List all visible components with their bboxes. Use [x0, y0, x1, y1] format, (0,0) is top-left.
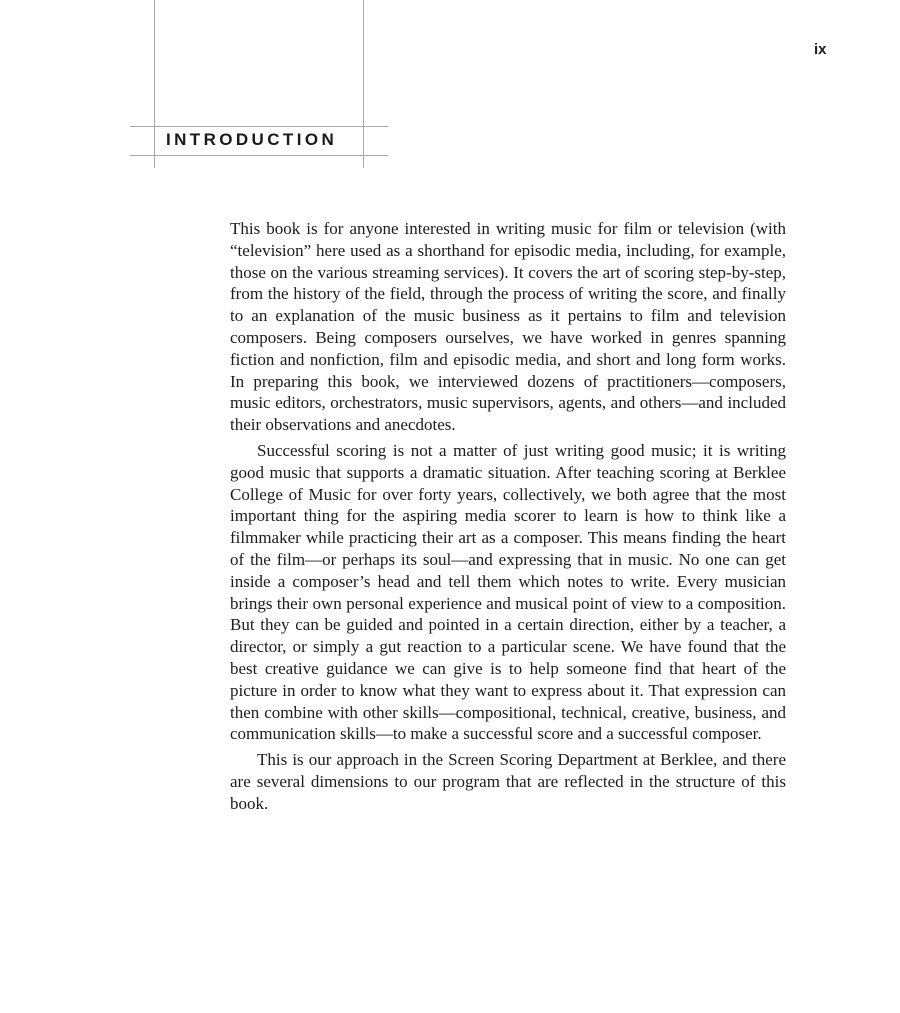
paragraph-3: This is our approach in the Screen Scoring Department at Berklee, and there are several dimensions to our program that are reflected in the structure of this book. [230, 750, 786, 813]
decorative-horizontal-rule-top [130, 126, 388, 127]
paragraph-1: This book is for anyone interested in writing music for film or television (with “television” here used as a shorthand for episodic media, including, for example, those on the various streaming services). It covers the art of scoring step-by-step, from the history of the field, through the process of writing the score, and finally to an explanation of the music business as it pertains to film and television composers. Being composers ourselves, we have worked in genres spanning fiction and nonfiction, film and episodic media, and short and long form works. In preparing this book, we interviewed dozens of practitioners—composers, music editors, orchestrators, music supervisors, agents, and others—and included their observations and anecdotes. [230, 219, 786, 435]
decorative-vertical-rule-right [363, 0, 364, 168]
body-text [230, 218, 786, 815]
page-number: ix [814, 41, 827, 58]
paragraph-2: Successful scoring is not a matter of just writing good music; it is writing good music that supports a dramatic situation. After teaching scoring at Berklee College of Music for over forty years, collectively, we both agree that the most important thing for the aspiring media scorer to learn is how to think like a filmmaker while practicing their art as a composer. This means finding the heart of the film—or perhaps its soul—and expressing that in music. No one can get inside a composer’s head and tell them which notes to write. Every musician brings their own personal experience and musical point of view to a composition. But they can be guided and pointed in a certain direction, either by a teacher, a director, or simply a gut reaction to a particular scene. We have found that the best creative guidance we can give is to help someone find that heart of the picture in order to know what they want to express about it. That expression can then combine with other skills—compositional, technical, creative, business, and communication skills—to make a successful score and a successful composer. [230, 440, 786, 744]
decorative-vertical-rule-left [154, 0, 155, 168]
decorative-horizontal-rule-bottom [130, 155, 388, 156]
chapter-title: INTRODUCTION [166, 130, 338, 149]
